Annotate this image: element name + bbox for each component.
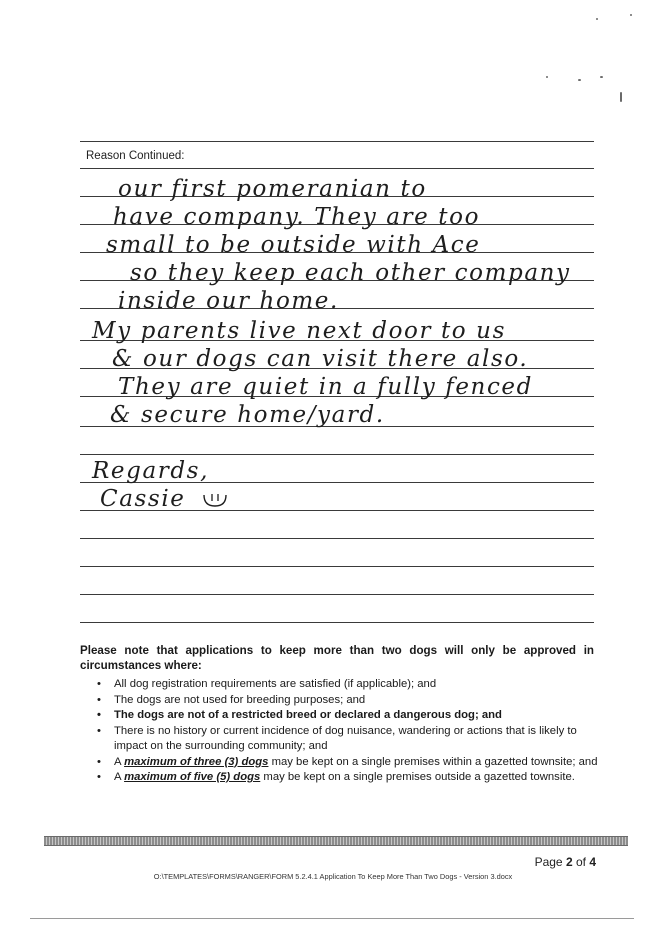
bullet-icon: • bbox=[97, 771, 101, 783]
page-total: 4 bbox=[589, 855, 596, 869]
condition-limit-term: maximum of five (5) dogs bbox=[124, 771, 261, 783]
document-path: O:\TEMPLATES\FORMS\RANGER\FORM 5.2.4.1 Application To Keep More Than Two Dogs - Version 3.docx bbox=[153, 872, 513, 881]
handwritten-line: & secure home/yard. bbox=[110, 402, 385, 428]
conditions-list bbox=[80, 677, 600, 786]
condition-item bbox=[80, 708, 600, 724]
bullet-icon: • bbox=[97, 755, 101, 768]
handwritten-line bbox=[110, 430, 666, 458]
bullet-icon: • bbox=[97, 724, 101, 737]
handwritten-line: inside our home. bbox=[118, 288, 339, 314]
page-current: 2 bbox=[565, 855, 573, 869]
scan-speck bbox=[596, 18, 598, 20]
handwritten-line: so they keep each other company bbox=[130, 260, 571, 286]
page-number: Page 2 of 4 bbox=[534, 855, 596, 869]
condition-text: The dogs are not of a restricted breed or declared a dangerous dog; and bbox=[114, 709, 502, 721]
handwritten-line: have company. They are too bbox=[113, 204, 481, 230]
conditions-heading: Please note that applications to keep more than two dogs will only be approved in circumstances where: bbox=[80, 644, 594, 672]
condition-item bbox=[80, 724, 600, 755]
ruled-line bbox=[80, 168, 594, 169]
condition-text: The dogs are not used for breeding purposes; and bbox=[114, 693, 366, 706]
scan-edge-line bbox=[30, 918, 634, 919]
condition-limit-term: maximum of three (3) dogs bbox=[124, 755, 269, 768]
condition-text-prefix: A bbox=[114, 755, 125, 768]
ruled-line bbox=[80, 141, 594, 142]
condition-text-suffix: may be kept on a single premises within a gazetted townsite; and bbox=[268, 755, 598, 768]
reason-continued-label: Reason Continued: bbox=[86, 150, 185, 162]
condition-text-prefix: A bbox=[114, 771, 125, 783]
condition-item bbox=[80, 693, 600, 709]
ruled-line bbox=[80, 622, 594, 623]
handwritten-line: & our dogs can visit there also. bbox=[112, 346, 529, 372]
scan-speck bbox=[600, 76, 603, 78]
scan-speck bbox=[630, 14, 632, 16]
scan-speck bbox=[578, 79, 581, 81]
condition-item bbox=[80, 677, 600, 693]
ruled-line bbox=[80, 566, 594, 567]
bullet-icon: • bbox=[97, 693, 101, 706]
handwritten-line: My parents live next door to us bbox=[92, 318, 506, 344]
condition-item bbox=[80, 755, 600, 771]
ruled-line bbox=[80, 538, 594, 539]
handwritten-line: our first pomeranian to bbox=[118, 176, 427, 202]
scan-speck bbox=[546, 76, 548, 78]
condition-item bbox=[80, 770, 600, 786]
handwritten-line: They are quiet in a fully fenced bbox=[118, 374, 533, 400]
condition-text: All dog registration requirements are satisfied (if applicable); and bbox=[114, 678, 437, 690]
ruled-line bbox=[80, 594, 594, 595]
bullet-icon: • bbox=[97, 678, 101, 690]
bullet-icon: • bbox=[97, 709, 101, 721]
condition-text-suffix: may be kept on a single premises outside a gazetted townsite. bbox=[260, 771, 575, 783]
scan-speck bbox=[620, 92, 622, 102]
handwritten-signoff: Regards, bbox=[92, 458, 209, 484]
smiley-doodle bbox=[200, 492, 230, 510]
handwritten-line: small to be outside with Ace bbox=[106, 232, 481, 258]
condition-text: There is no history or current incidence of dog nuisance, wandering or actions that is likely to impact on the surrounding community; and bbox=[114, 724, 577, 752]
handwritten-signature: Cassie bbox=[100, 486, 186, 512]
footer-divider bbox=[44, 836, 628, 846]
